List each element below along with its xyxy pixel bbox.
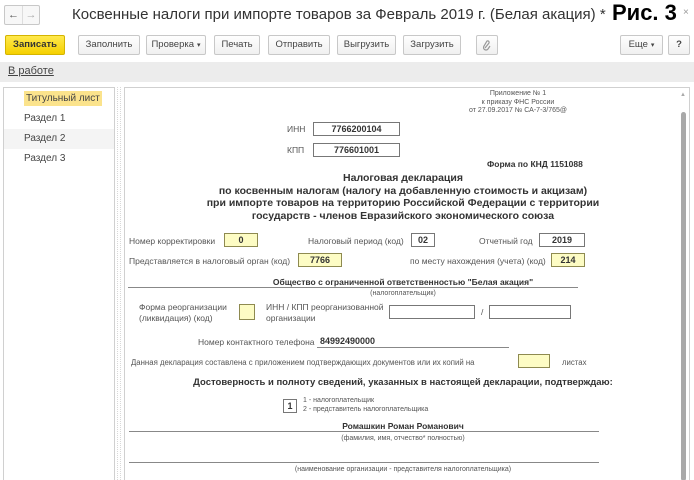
attachments-label: Данная декларация составлена с приложением подтверждающих документов или их копий на [131, 358, 475, 367]
year-label: Отчетный год [479, 236, 533, 246]
reorg-inn-label-line: организации [266, 313, 316, 323]
section-label: Раздел 3 [24, 153, 66, 164]
chevron-down-icon: ▾ [650, 42, 655, 49]
attach-button[interactable] [476, 35, 498, 55]
close-icon[interactable]: × [683, 7, 689, 18]
save-button[interactable]: Записать [5, 35, 65, 55]
export-button[interactable]: Выгрузить [337, 35, 396, 55]
period-field[interactable]: 02 [411, 233, 435, 247]
appendix-line: Приложение № 1 [489, 90, 547, 97]
tax-authority-label: Представляется в налоговый орган (код) [129, 256, 291, 266]
reorg-form-field[interactable] [239, 304, 255, 320]
reorg-kpp-field[interactable] [489, 305, 571, 319]
reorg-inn-label [266, 302, 384, 324]
title-line: Налоговая декларация [343, 172, 463, 184]
rep-org-caption: (наименование организации - представителя налогоплательщика) [294, 466, 512, 473]
section-label: Раздел 2 [24, 133, 66, 144]
location-field[interactable]: 214 [551, 253, 585, 267]
attachments-suffix: листах [562, 358, 587, 367]
pane-splitter[interactable] [117, 87, 121, 480]
scrollbar-thumb[interactable] [681, 112, 686, 480]
sections-list [3, 87, 115, 480]
section-item-3[interactable] [4, 149, 114, 169]
fill-button[interactable]: Заполнить [78, 35, 140, 55]
signer-options [303, 396, 428, 414]
nav-buttons [4, 5, 40, 25]
vertical-scrollbar[interactable] [679, 88, 687, 480]
slash-separator: / [481, 307, 484, 317]
chevron-down-icon: ▾ [197, 42, 201, 49]
declaration-form [124, 87, 690, 480]
section-label: Раздел 1 [24, 113, 66, 124]
status-link[interactable]: В работе [8, 65, 54, 77]
inn-label: ИНН [287, 124, 306, 134]
back-button[interactable] [5, 6, 22, 24]
title-bar [0, 0, 694, 30]
signer-type-field[interactable]: 1 [283, 399, 297, 413]
title-line: по косвенным налогам (налогу на добавленную стоимость и акцизам) [218, 184, 588, 197]
correction-field[interactable]: 0 [224, 233, 258, 247]
print-button[interactable]: Печать [214, 35, 260, 55]
figure-label: Рис. 3 [612, 0, 677, 25]
appendix-note [463, 90, 573, 116]
divider [128, 287, 578, 288]
kpp-label: КПП [287, 145, 305, 155]
attachments-field[interactable] [518, 354, 550, 368]
inn-field[interactable]: 7766200104 [313, 122, 400, 136]
reorg-inn-label-line: ИНН / КПП реорганизованной [266, 302, 384, 312]
rep-org-underline [129, 462, 599, 463]
paperclip-icon [482, 39, 492, 51]
title-line: государств - членов Евразийского экономического союза [251, 209, 555, 222]
signer-option: 2 - представитель налогоплательщика [303, 406, 429, 413]
location-label: по месту нахождения (учета) (код) [410, 256, 546, 266]
toolbar [0, 35, 694, 57]
title-line: при импорте товаров на территорию Российской Федерации с территории [206, 197, 600, 209]
help-button[interactable]: ? [668, 35, 690, 55]
window-title: Косвенные налоги при импорте товаров за Февраль 2019 г. (Белая акация) * [72, 6, 606, 23]
taxpayer-caption: (налогоплательщик) [370, 290, 436, 297]
arrow-right-icon: → [25, 9, 37, 21]
check-button[interactable] [146, 35, 206, 55]
reorg-form-label [139, 302, 227, 324]
section-item-2[interactable] [4, 129, 114, 149]
check-label: Проверка [151, 39, 195, 50]
status-bar [0, 62, 694, 82]
signer-fio[interactable]: Ромашкин Роман Романович [342, 421, 464, 431]
confirm-heading: Достоверность и полноту сведений, указанных в настоящей декларации, подтверждаю: [193, 377, 613, 388]
declaration-title [125, 172, 681, 222]
phone-underline [317, 347, 509, 348]
phone-value[interactable]: 84992490000 [320, 336, 376, 346]
appendix-line: от 27.09.2017 № СА-7-3/765@ [468, 107, 568, 114]
section-label: Титульный лист [26, 93, 100, 104]
reorg-label-line: (ликвидация) (код) [139, 313, 213, 323]
send-button[interactable]: Отправить [268, 35, 330, 55]
fio-caption: (фамилия, имя, отчество* полностью) [341, 435, 465, 442]
phone-label: Номер контактного телефона [198, 337, 315, 347]
rep-org-field[interactable] [125, 450, 681, 460]
fio-underline [129, 431, 599, 432]
taxpayer-name: Общество с ограниченной ответственностью "Белая акация" [272, 277, 534, 287]
section-item-title-page[interactable] [4, 89, 114, 109]
forward-button[interactable] [22, 6, 39, 24]
more-button[interactable] [620, 35, 663, 55]
kpp-field[interactable]: 776601001 [313, 143, 400, 157]
more-label: Еще [628, 39, 648, 50]
appendix-line: к приказу ФНС России [481, 98, 555, 106]
reorg-label-line: Форма реорганизации [139, 302, 227, 312]
section-item-1[interactable] [4, 109, 114, 129]
signer-option: 1 - налогоплательщик [303, 397, 375, 404]
correction-label: Номер корректировки [129, 236, 216, 246]
reorg-inn-field[interactable] [389, 305, 475, 319]
period-label: Налоговый период (код) [308, 236, 404, 246]
knd-form-code: Форма по КНД 1151088 [487, 159, 583, 169]
scroll-up-icon[interactable]: ▲ [680, 92, 686, 98]
arrow-left-icon: ← [8, 9, 19, 21]
import-button[interactable]: Загрузить [403, 35, 461, 55]
tax-authority-field[interactable]: 7766 [298, 253, 342, 267]
year-field[interactable]: 2019 [539, 233, 585, 247]
